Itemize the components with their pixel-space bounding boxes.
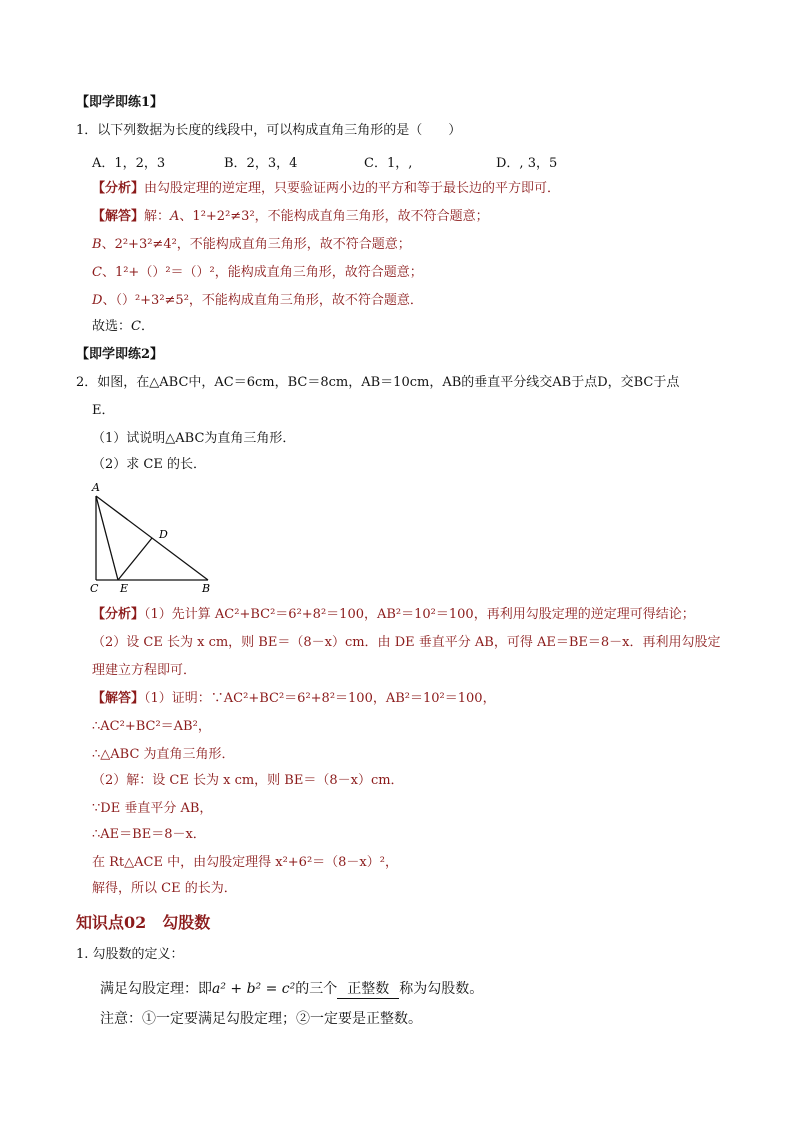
analysis-2-line-2: （2）设 CE 长为 x cm，则 BE＝（8－x）cm．由 DE 垂直平分 AB，可得 AE＝BE＝8－x．再利用勾股定 (92, 635, 721, 650)
definition-suffix: 称为勾股数。 (399, 981, 484, 997)
label-a: A (92, 481, 100, 494)
label-d: D (159, 528, 168, 541)
answer-2-line-6: ∴AE＝BE＝8－x． (92, 827, 206, 842)
pythagorean-formula: a² + b² = c² (212, 981, 296, 997)
option-a: A．1，2，3 (92, 156, 166, 171)
answer-2-line-8: 解得，所以 CE 的长为． (92, 881, 237, 896)
answer-letter: A (170, 209, 180, 224)
answer-text: 、（）²+3²≠5²，不能构成直角三角形，故不符合题意． (102, 293, 423, 308)
answer-text: 、1²+2²≠3²，不能构成直角三角形，故不符合题意； (179, 209, 489, 224)
choice-period: ． (140, 319, 154, 334)
choice-letter: C (131, 319, 141, 334)
sub-question-2: （2）求 CE 的长． (92, 457, 206, 472)
label-e: E (120, 582, 129, 595)
answer-text: 、1²+（）²＝（）²，能构成直角三角形，故符合题意； (101, 265, 423, 280)
triangle-figure (86, 478, 226, 598)
fill-blank: 正整数 (337, 980, 399, 999)
sub-question-1: （1）试说明△ABC为直角三角形． (92, 431, 296, 446)
analysis-1 (92, 180, 560, 198)
answer-text: （1）证明：∵AC²+BC²＝6²+8²＝100，AB²＝10²＝100， (144, 691, 496, 706)
answer-2-line-2: ∴AC²+BC²＝AB²， (92, 719, 211, 734)
answer-tag: 【解答】 (92, 691, 145, 706)
label-b: B (202, 582, 211, 595)
exercise-2-title: 【即学即练2】 (76, 347, 164, 362)
note-text: 注意：①一定要满足勾股定理；②一定要是正整数。 (100, 1011, 422, 1027)
question-2-line-1: 2．如图，在△ABC中，AC＝6cm，BC＝8cm，AB＝10cm，AB的垂直平分线交AB于点D，交BC于点 (76, 375, 680, 390)
answer-1-line-b (92, 236, 411, 254)
label-c: C (90, 582, 99, 595)
analysis-tag: 【分析】 (92, 607, 145, 622)
answer-letter: B (92, 237, 102, 252)
segment-de (118, 538, 152, 580)
choice-1 (92, 318, 154, 336)
answer-letter: C (92, 265, 102, 280)
analysis-tag: 【分析】 (92, 181, 145, 196)
option-b: B．2，3，4 (224, 156, 298, 171)
analysis-2-line-3: 理建立方程即可． (92, 663, 197, 678)
section-heading: 知识点02 勾股数 (76, 913, 211, 932)
option-c: C．1，, (364, 156, 413, 171)
answer-2-line-7: 在 Rt△ACE 中，由勾股定理得 x²+6²＝（8－x）²， (92, 855, 398, 870)
answer-2-line-3: ∴△ABC 为直角三角形． (92, 747, 235, 762)
answer-2-line-4: （2）解：设 CE 长为 x cm，则 BE＝（8－x）cm． (92, 773, 404, 788)
choice-label: 故选： (92, 319, 132, 334)
answer-1-line-c (92, 264, 423, 282)
answer-2-line-5: ∵DE 垂直平分 AB， (92, 801, 213, 816)
question-1: 1．以下列数据为长度的线段中，可以构成直角三角形的是（ ） (76, 123, 462, 138)
analysis-2-line-1 (92, 606, 695, 624)
question-2-line-2: E． (92, 403, 115, 418)
analysis-text: 由勾股定理的逆定理，只要验证两小边的平方和等于最长边的平方即可． (144, 181, 561, 196)
answer-1-line-d (92, 292, 423, 310)
option-d: D．, 3，5 (496, 156, 558, 171)
definition-item: 1. 勾股数的定义： (76, 947, 184, 962)
definition-prefix: 满足勾股定理：即 (100, 981, 212, 997)
definition-text (100, 980, 483, 999)
answer-letter: D (92, 293, 103, 308)
exercise-1-title: 【即学即练1】 (76, 95, 164, 110)
answer-1-line-a (92, 208, 489, 226)
analysis-text: （1）先计算 AC²+BC²＝6²+8²＝100，AB²＝10²＝100，再利用勾股定理的逆定理可得结论； (144, 607, 695, 622)
answer-text: 、2²+3²≠4²，不能构成直角三角形，故不符合题意； (101, 237, 411, 252)
answer-2-line-1 (92, 690, 496, 708)
answer-tag: 【解答】 (92, 209, 145, 224)
segment-ae (96, 496, 118, 580)
answer-prefix: 解： (144, 209, 171, 224)
definition-middle: 的三个 (295, 981, 338, 997)
